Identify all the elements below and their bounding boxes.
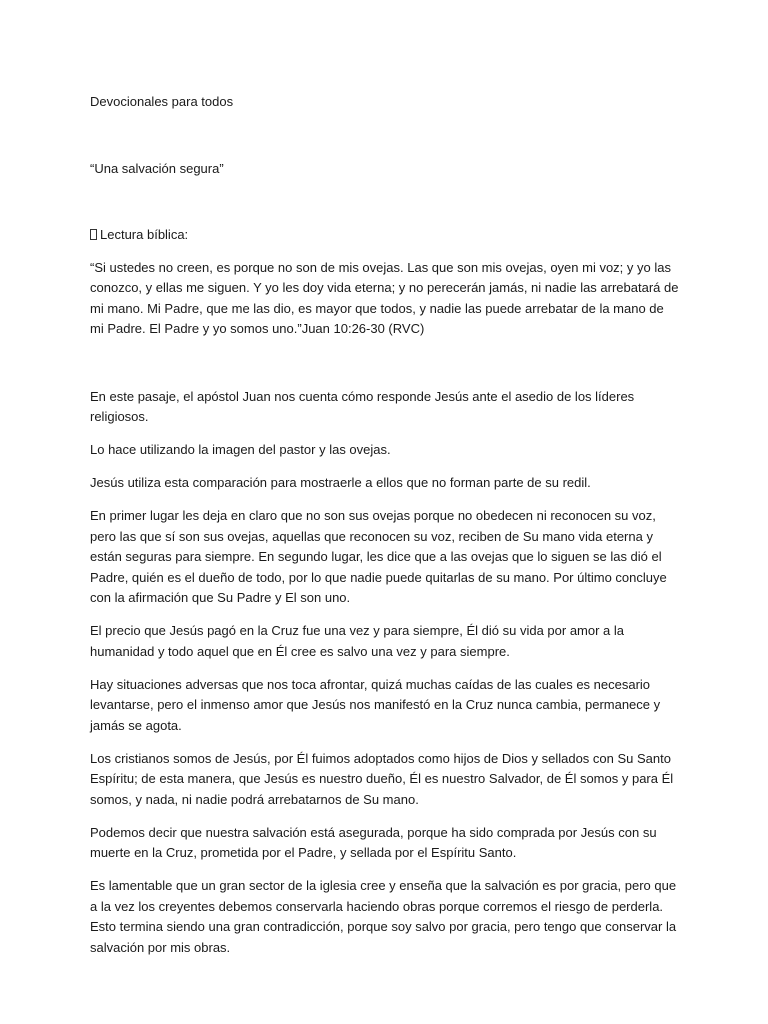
bible-verse: “Si ustedes no creen, es porque no son de mis ovejas. Las que son mis ovejas, oyen mi voz; y yo las conozco, y ellas me siguen. Y yo les doy vida eterna; y no perecerán jamás, ni nadie las arrebatará de mi mano. Mi Padre, que me las dio, es mayor que todos, y nadie las puede arrebatar de la mano de mi Padre. El Padre y yo somos uno.”Juan 10:26-30 (RVC) [90,259,679,336]
paragraph: El precio que Jesús pagó en la Cruz fue una vez y para siempre, Él dió su vida por amor a la humanidad y todo aquel que en Él cree es salvo una vez y para siempre. [90,623,625,659]
paragraph: Podemos decir que nuestra salvación está asegurada, porque ha sido comprada por Jesús con su muerte en la Cruz, prometida por el Padre, y sellada por el Espíritu Santo. [90,824,657,860]
paragraph: Lo hace utilizando la imagen del pastor y las ovejas. [90,442,391,457]
paragraph: Hay situaciones adversas que nos toca afrontar, quizá muchas caídas de las cuales es necesario levantarse, pero el inmenso amor que Jesús nos manifestó en la Cruz nunca cambia, permanece y jamás se agota. [90,676,661,733]
missing-glyph-icon [90,229,97,240]
paragraph: Jesús utiliza esta comparación para mostraerle a ellos que no forman parte de su redil. [90,475,591,490]
paragraph: En primer lugar les deja en claro que no son sus ovejas porque no obedecen ni reconocen su voz, pero las que sí son sus ovejas, aquellas que reconocen su voz, reciben de Su mano vida eterna y están seguras para siempre. En segundo lugar, les dice que a las ovejas que lo siguen se las dió el Padre, quién es el dueño de todo, por lo que nadie puede quitarlas de su mano. Por último concluye con la afirmación que Su Padre y El son uno. [90,508,667,605]
document-heading: Devocionales para todos [90,94,234,109]
paragraph: En este pasaje, el apóstol Juan nos cuenta cómo responde Jesús ante el asedio de los líderes religiosos. [90,388,635,424]
paragraph: Los cristianos somos de Jesús, por Él fuimos adoptados como hijos de Dios y sellados con Su Santo Espíritu; de esta manera, que Jesús es nuestro dueño, Él es nuestro Salvador, de Él somos y para Él somos, y nada, ni nadie podrá arrebatarnos de Su mano. [90,750,674,807]
devotional-title: “Una salvación segura” [90,160,224,176]
paragraph: Es lamentable que un gran sector de la iglesia cree y enseña que la salvación es por gracia, pero que a la vez los creyentes debemos conservarla haciendo obras porque corremos el riesgo de perderla. Esto termina siendo una gran contradicción, porque soy salvo por gracia, pero tengo que conservar la salvación por mis obras. [90,878,677,955]
document-body [90,92,680,971]
reading-label: Lectura bíblica: [100,227,189,242]
reading-label-line [90,225,680,246]
